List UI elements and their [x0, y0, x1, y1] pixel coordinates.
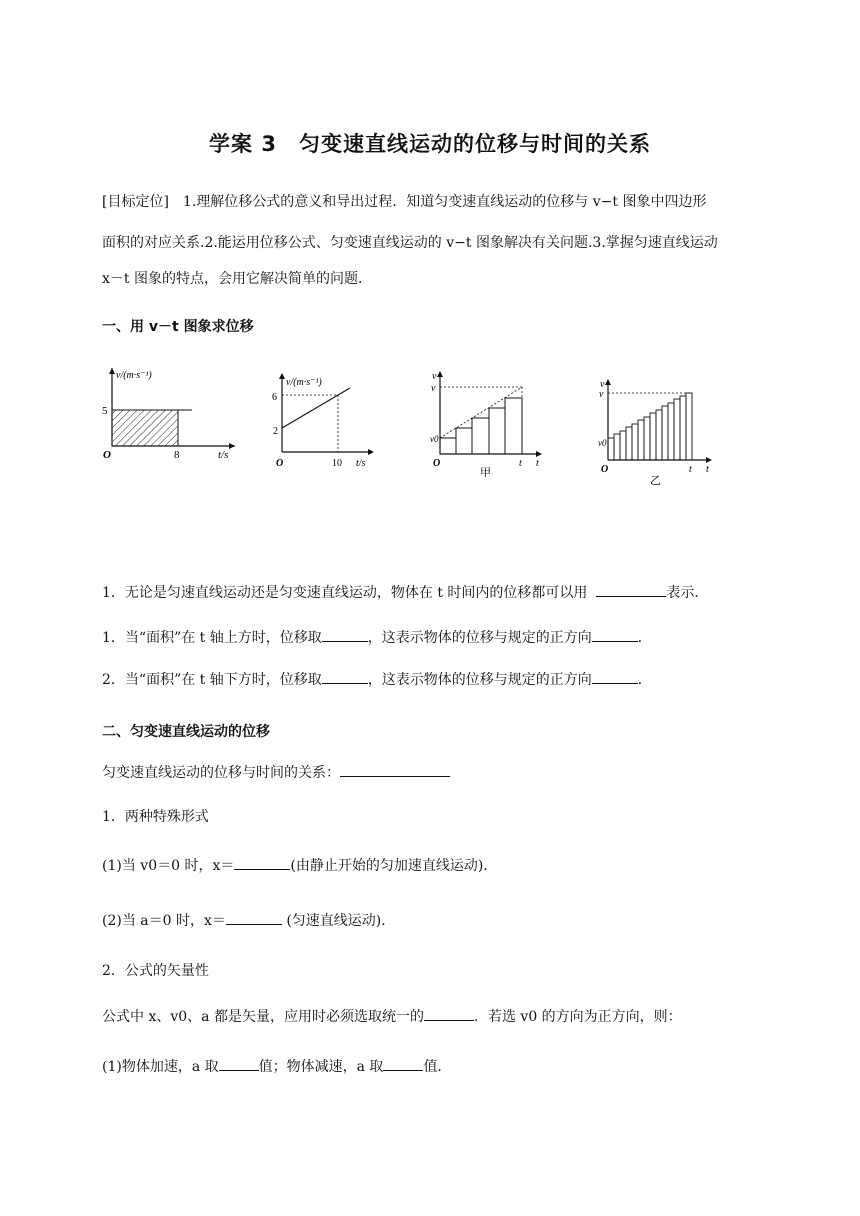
blank[interactable]: [383, 1058, 423, 1071]
blank[interactable]: [424, 1008, 474, 1021]
origin-label: O: [103, 449, 111, 461]
goal-line-1: [目标定位] 1.理解位移公式的意义和导出过程．知道匀变速直线运动的位移与 v−t 图象中四边形: [102, 194, 707, 210]
x-axis-label: t/s: [218, 449, 229, 461]
paragraph-1: 1．无论是匀速直线运动还是匀变速直线运动，物体在 t 时间内的位移都可以用 表示．: [102, 585, 709, 601]
y-axis-label: v: [432, 371, 437, 382]
origin-label: O: [601, 464, 609, 475]
blank[interactable]: [226, 912, 282, 925]
section-2-heading: 二、匀变速直线运动的位移: [102, 724, 270, 740]
vector-line: 公式中 x、v0、a 都是矢量，应用时必须选取统一的 ．若选 v0 的方向为正方向，则：: [102, 1009, 682, 1025]
subheading-1: 1．两种特殊形式: [102, 809, 209, 825]
figure-caption: 甲: [480, 467, 491, 479]
x-axis-label: t/s: [356, 458, 366, 469]
v0-label: v0: [598, 438, 607, 448]
blank[interactable]: [234, 857, 290, 870]
blank[interactable]: [592, 671, 638, 684]
blank[interactable]: [322, 629, 368, 642]
acceleration-line: (1)物体加速，a 取 值；物体减速，a 取 值．: [102, 1059, 452, 1075]
relation-line: 匀变速直线运动的位移与时间的关系：: [102, 762, 450, 782]
goal-line-2: 面积的对应关系.2.能运用位移公式、匀变速直线运动的 v−t 图象解决有关问题.3.掌握匀速直线运动: [102, 235, 718, 251]
step-bars: [608, 393, 692, 460]
figure-3-stepped-graph: [428, 368, 548, 480]
y-axis-label: v: [600, 379, 605, 390]
subheading-2: 2．公式的矢量性: [102, 963, 209, 979]
velocity-line: [282, 388, 350, 428]
paragraph-2: 1．当“面积”在 t 轴上方时，位移取 ，这表示物体的位移与规定的正方向 ．: [102, 630, 652, 646]
t-label: t: [689, 464, 692, 475]
origin-label: O: [433, 458, 441, 469]
blank[interactable]: [340, 764, 450, 777]
y-axis-label: v/(m·s⁻¹): [116, 370, 152, 381]
page-title: 学案 3 匀变速直线运动的位移与时间的关系: [209, 132, 651, 156]
formula-2: (2)当 a＝0 时，x＝ (匀速直线运动)．: [102, 913, 396, 929]
v-label: v: [431, 383, 436, 394]
goal-line-3: x－t 图象的特点，会用它解决简单的问题．: [102, 271, 372, 287]
y-tick-top: 6: [272, 392, 277, 403]
figure-4-stepped-graph: [596, 376, 720, 488]
t-axis-label: t: [706, 464, 709, 475]
paragraph-3: 2．当“面积”在 t 轴下方时，位移取 ，这表示物体的位移与规定的正方向 ．: [102, 672, 652, 688]
figure-caption: 乙: [650, 475, 661, 487]
x-tick: 8: [174, 449, 180, 461]
blank[interactable]: [596, 584, 666, 597]
y-tick: 5: [102, 405, 108, 417]
figure-2-vt-graph: [270, 370, 380, 470]
t-label: t: [519, 458, 522, 469]
y-tick-bottom: 2: [273, 426, 278, 437]
shaded-area: [112, 410, 178, 446]
blank[interactable]: [322, 671, 368, 684]
blank[interactable]: [592, 629, 638, 642]
v-label: v: [599, 389, 604, 400]
v0-label: v0: [430, 434, 439, 444]
origin-label: O: [276, 458, 284, 469]
x-tick: 10: [332, 458, 342, 469]
formula-1: (1)当 v0＝0 时，x＝ (由静止开始的匀加速直线运动)．: [102, 858, 498, 874]
y-axis-label: v/(m·s⁻¹): [286, 377, 322, 388]
blank[interactable]: [219, 1058, 259, 1071]
figure-1-vt-graph: [100, 362, 240, 462]
t-axis-label: t: [536, 458, 539, 469]
section-1-heading: 一、用 v－t 图象求位移: [102, 319, 254, 335]
